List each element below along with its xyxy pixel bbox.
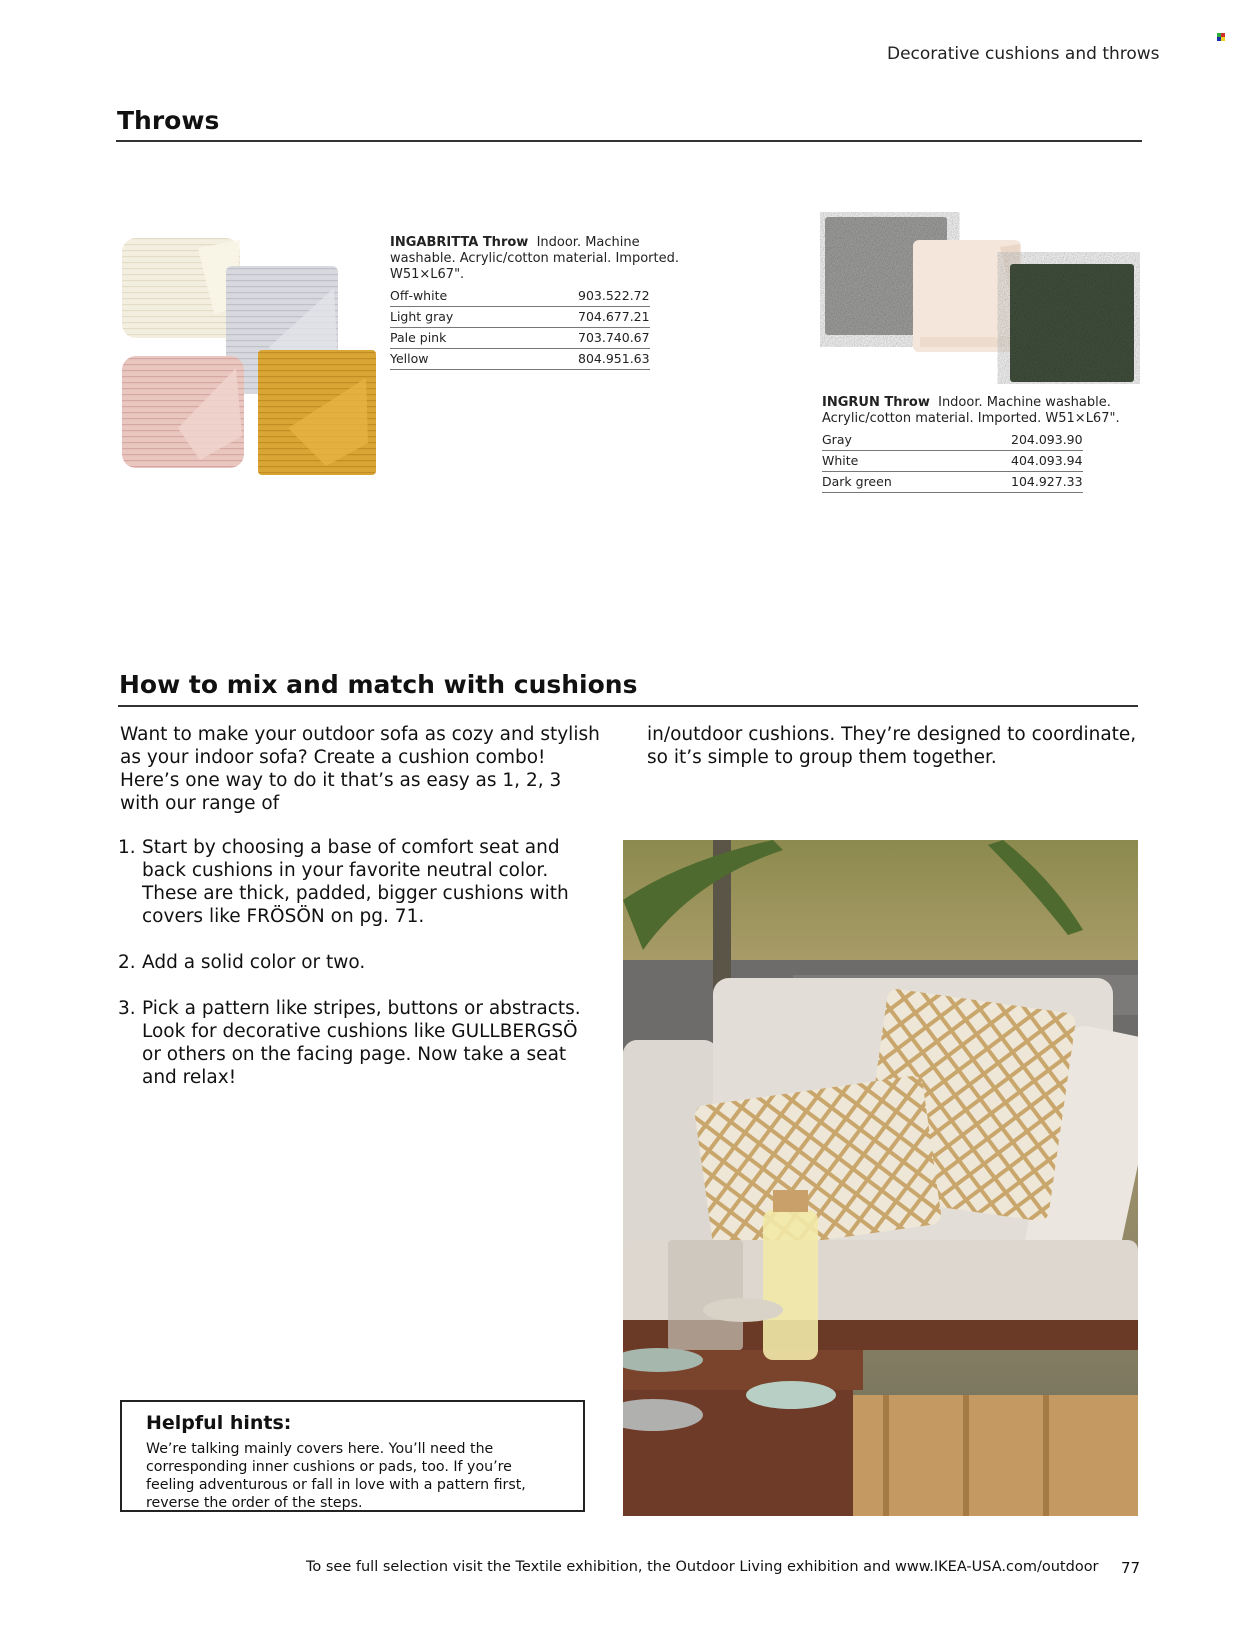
variant-table	[822, 430, 1083, 493]
ingabritta-throws-image	[118, 228, 380, 478]
helpful-hints-box	[120, 1400, 585, 1512]
product-description: Indoor. Machine washable. Acrylic/cotton material. Imported. W51×L67".	[390, 235, 679, 282]
ingabritta-product	[390, 235, 703, 370]
table-row	[390, 328, 650, 349]
throws-heading: Throws	[117, 106, 220, 135]
step-text: Pick a pattern like stripes, buttons or abstracts. Look for decorative cushions like GULLBERGSÖ or others on the facing page. Now take a seat and relax!	[142, 998, 581, 1088]
intro-text-right: in/outdoor cushions. They’re designed to coordinate, so it’s simple to group them together.	[647, 724, 1137, 768]
ingrun-product	[822, 395, 1137, 493]
hints-title: Helpful hints:	[146, 1412, 292, 1434]
table-row	[822, 451, 1083, 472]
page-number: 77	[1121, 1559, 1141, 1577]
product-name: INGABRITTA Throw	[390, 235, 529, 250]
variant-table	[390, 286, 650, 370]
brand-logo-icon	[1217, 33, 1225, 41]
article-number: 204.093.90	[1011, 432, 1083, 447]
variant-color: Pale pink	[390, 330, 447, 345]
step-text: Start by choosing a base of comfort seat and back cushions in your favorite neutral color. These are thick, padded, bigger cushions with covers like FRÖSÖN on pg. 71.	[142, 837, 569, 927]
product-description: Indoor. Machine washable. Acrylic/cotton material. Imported. W51×L67".	[822, 395, 1120, 426]
step-item	[118, 951, 598, 974]
variant-color: Gray	[822, 432, 852, 447]
table-row	[822, 430, 1083, 451]
table-row	[822, 472, 1083, 493]
step-item	[118, 836, 598, 928]
step-item	[118, 997, 598, 1089]
step-number: 3.	[118, 998, 136, 1019]
article-number: 404.093.94	[1011, 453, 1083, 468]
article-number: 704.677.21	[578, 309, 650, 324]
variant-color: Yellow	[390, 351, 429, 366]
table-row	[390, 307, 650, 328]
table-row	[390, 349, 650, 370]
variant-color: Off-white	[390, 288, 448, 303]
ingrun-throws-image	[820, 212, 1140, 384]
hints-body: We’re talking mainly covers here. You’ll need the corresponding inner cushions or pads, too. If you’re feeling adventurous or fall in love with a pattern first, reverse the order of the steps.	[146, 1441, 526, 1511]
mix-match-heading: How to mix and match with cushions	[119, 670, 638, 699]
intro-text-left: Want to make your outdoor sofa as cozy and stylish as your indoor sofa? Create a cushion combo! Here’s one way to do it that’s as easy as 1, 2, 3 with our range of	[120, 724, 600, 814]
step-number: 1.	[118, 837, 136, 858]
mix-match-divider	[118, 705, 1138, 707]
article-number: 703.740.67	[578, 330, 650, 345]
throws-divider	[116, 140, 1142, 142]
product-name: INGRUN Throw	[822, 395, 930, 410]
variant-color: Dark green	[822, 474, 892, 489]
steps-list	[118, 836, 598, 1112]
article-number: 104.927.33	[1011, 474, 1083, 489]
variant-color: White	[822, 453, 859, 468]
footer-text: To see full selection visit the Textile exhibition, the Outdoor Living exhibition and www.IKEA-USA.com/outdoor	[306, 1559, 1099, 1575]
step-text: Add a solid color or two.	[142, 952, 366, 973]
step-number: 2.	[118, 952, 136, 973]
section-header: Decorative cushions and throws	[887, 44, 1160, 64]
article-number: 903.522.72	[578, 288, 650, 303]
table-row	[390, 286, 650, 307]
outdoor-sofa-photo	[623, 840, 1138, 1516]
article-number: 804.951.63	[578, 351, 650, 366]
variant-color: Light gray	[390, 309, 454, 324]
